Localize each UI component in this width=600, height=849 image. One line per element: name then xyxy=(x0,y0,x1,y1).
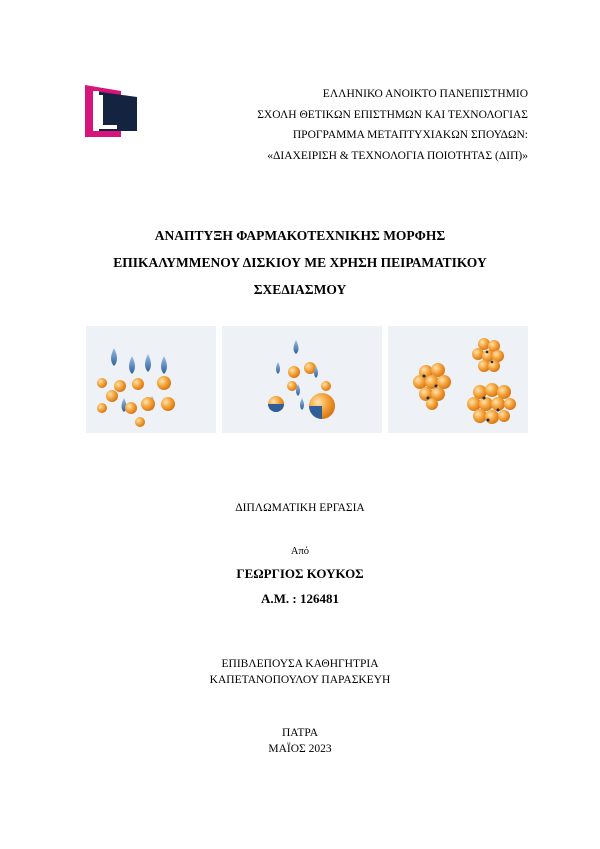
program-name: ΠΡΟΓΡΑΜΜΑ ΜΕΤΑΠΤΥΧΙΑΚΩΝ ΣΠΟΥΔΩΝ: xyxy=(292,129,528,141)
program-title: «ΔΙΑΧΕΙΡΙΣΗ & ΤΕΧΝΟΛΟΓΙΑ ΠΟΙΟΤΗΤΑΣ (ΔΙΠ)» xyxy=(267,149,528,162)
coating-particles-icon xyxy=(222,326,382,433)
by-label: Από xyxy=(290,546,310,557)
university-logo-icon xyxy=(85,85,137,137)
title-line-3: ΣΧΕΔΙΑΣΜΟΥ xyxy=(253,282,347,297)
date: ΜΑΪΟΣ 2023 xyxy=(268,743,332,755)
thesis-type: ΔΙΠΛΩΜΑΤΙΚΗ ΕΡΓΑΣΙΑ xyxy=(235,502,365,514)
thesis-title xyxy=(60,222,540,303)
title-line-2: ΕΠΙΚΑΛΥΜΜΕΝΟΥ ΔΙΣΚΙΟΥ ΜΕ ΧΡΗΣΗ ΠΕΙΡΑΜΑΤΙΚΟΥ xyxy=(113,255,487,270)
droplets-particles-icon xyxy=(86,326,216,433)
supervisor-block xyxy=(0,656,600,688)
institution-name: ΕΛΛΗΝΙΚΟ ΑΝΟΙΚΤΟ ΠΑΝΕΠΙΣΤΗΜΙΟ xyxy=(322,88,528,100)
place: ΠΑΤΡΑ xyxy=(281,727,319,739)
school-name: ΣΧΟΛΗ ΘΕΤΙΚΩΝ ΕΠΙΣΤΗΜΩΝ ΚΑΙ ΤΕΧΝΟΛΟΓΙΑΣ xyxy=(257,108,528,121)
student-id: Α.Μ. : 126481 xyxy=(261,591,339,606)
supervisor-role: ΕΠΙΒΛΕΠΟΥΣΑ ΚΑΘΗΓΗΤΡΙΑ xyxy=(221,658,379,670)
institution-header xyxy=(257,84,528,166)
granule-clusters-icon xyxy=(388,326,528,433)
supervisor-name: ΚΑΠΕΤΑΝΟΠΟΥΛΟΥ ΠΑΡΑΣΚΕΥΗ xyxy=(209,674,391,686)
author-name: ΓΕΩΡΓΙΟΣ ΚΟΥΚΟΣ xyxy=(236,566,364,581)
title-line-1: ΑΝΑΠΤΥΞΗ ΦΑΡΜΑΚΟΤΕΧΝΙΚΗΣ ΜΟΡΦΗΣ xyxy=(154,228,446,243)
place-date-block xyxy=(0,725,600,757)
